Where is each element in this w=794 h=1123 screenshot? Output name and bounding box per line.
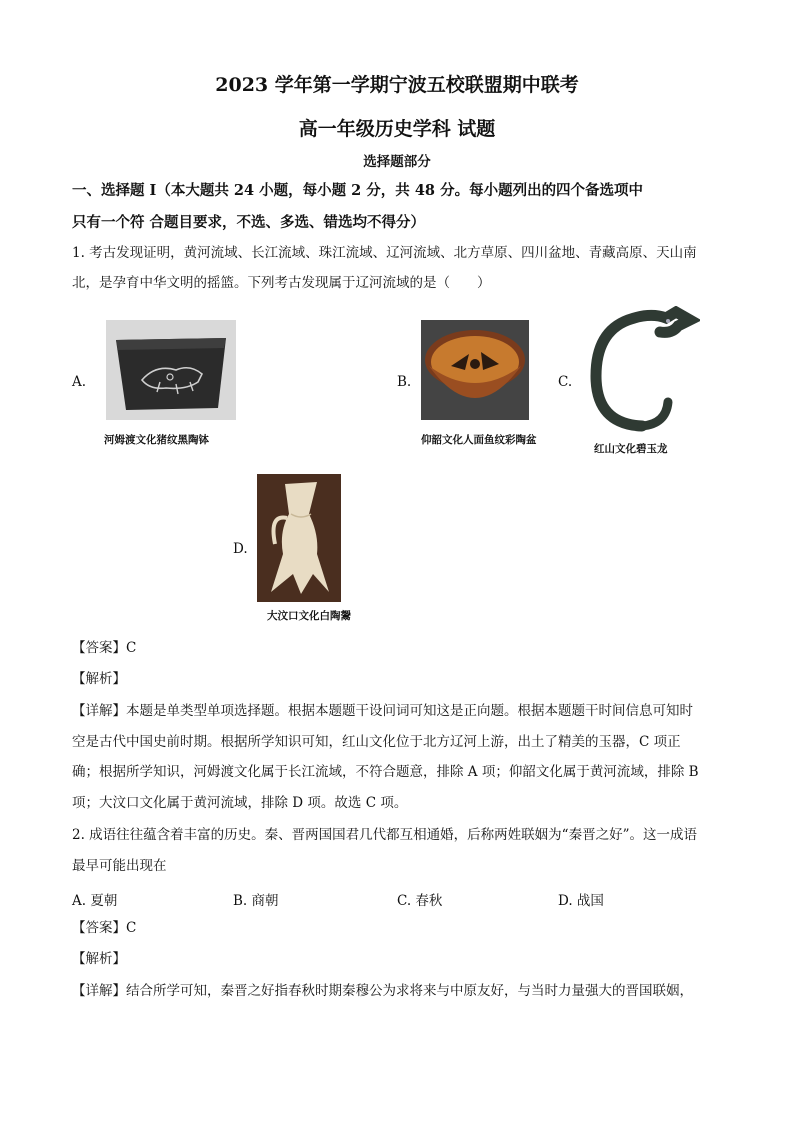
q1-detail-line3: 确；根据所学知识，河姆渡文化属于长江流域，不符合题意，排除 A 项；仰韶文化属于黄河流域，排除 B	[72, 764, 699, 780]
q2-detail-line1	[72, 976, 732, 1006]
q1-detail-line2: 空是古代中国史前时期。根据所学知识可知，红山文化位于北方辽河上游，出土了精美的玉器，C 项正	[72, 734, 681, 750]
q2-choice-b: B. 商朝	[233, 893, 279, 909]
q1-detail-line4: 项；大汶口文化属于黄河流域，排除 D 项。故选 C 项。	[72, 795, 408, 811]
q2-choice-a: A. 夏朝	[72, 893, 118, 909]
q1-analysis-label: 【解析】	[72, 671, 126, 687]
q1-option-d-caption: 大汶口文化白陶鬶	[267, 610, 351, 622]
q1-option-a-caption: 河姆渡文化猪纹黑陶钵	[104, 434, 209, 446]
q2-stem-line2: 最早可能出现在	[72, 858, 167, 874]
q2-choice-d: D. 战国	[558, 893, 604, 909]
q1-stem-line2: 北，是孕育中华文明的摇篮。下列考古发现属于辽河流域的是（ ）	[72, 275, 491, 291]
section-heading: 选择题部分	[363, 154, 431, 170]
q2-analysis-label: 【解析】	[72, 951, 126, 967]
q1-option-d-letter: D.	[233, 541, 248, 557]
human-face-fish-painted-basin-image	[421, 320, 529, 420]
q2-detail-text1: 结合所学可知，秦晋之好指春秋时期秦穆公为求将来与中原友好，与当时力量强大的晋国联姻，	[126, 983, 693, 999]
q1-option-b-caption: 仰韶文化人面鱼纹彩陶盆	[421, 434, 537, 446]
part-instructions-line2: 只有一个符 合题目要求，不选、多选、错选均不得分）	[72, 214, 426, 231]
q1-answer: 【答案】C	[72, 640, 137, 656]
q2-stem-line1: 2. 成语往往蕴含着丰富的历史。秦、晋两国国君几代都互相通婚，后称两姓联姻为“秦晋之好”。这一成语	[72, 827, 697, 843]
q1-option-b-letter: B.	[397, 374, 412, 390]
q1-detail-line1	[72, 696, 732, 726]
part-instructions-line1: 一、选择题 I（本大题共 24 小题，每小题 2 分，共 48 分。每小题列出的四个备选项中	[72, 182, 644, 199]
q2-detail-label: 【详解】	[72, 983, 126, 999]
q1-option-a-letter: A.	[72, 374, 87, 390]
q1-stem-line1: 1. 考古发现证明，黄河流域、长江流域、珠江流域、辽河流域、北方草原、四川盆地、青藏高原、天山南	[72, 245, 697, 261]
exam-subtitle: 高一年级历史学科 试题	[298, 118, 496, 140]
q1-detail-label: 【详解】	[72, 703, 126, 719]
exam-title: 2023 学年第一学期宁波五校联盟期中联考	[215, 74, 579, 96]
white-pottery-gui-image	[257, 474, 341, 602]
q1-option-c-letter: C.	[558, 374, 573, 390]
pig-pattern-black-pottery-bowl-image	[106, 320, 236, 420]
q1-option-c-caption: 红山文化碧玉龙	[594, 443, 668, 455]
q1-detail-text1: 本题是单类型单项选择题。根据本题题干设问词可知这是正向题。根据本题题干时间信息可知时	[126, 703, 693, 719]
q2-answer: 【答案】C	[72, 920, 137, 936]
q2-choice-c: C. 春秋	[397, 893, 443, 909]
jade-dragon-image	[580, 306, 700, 436]
